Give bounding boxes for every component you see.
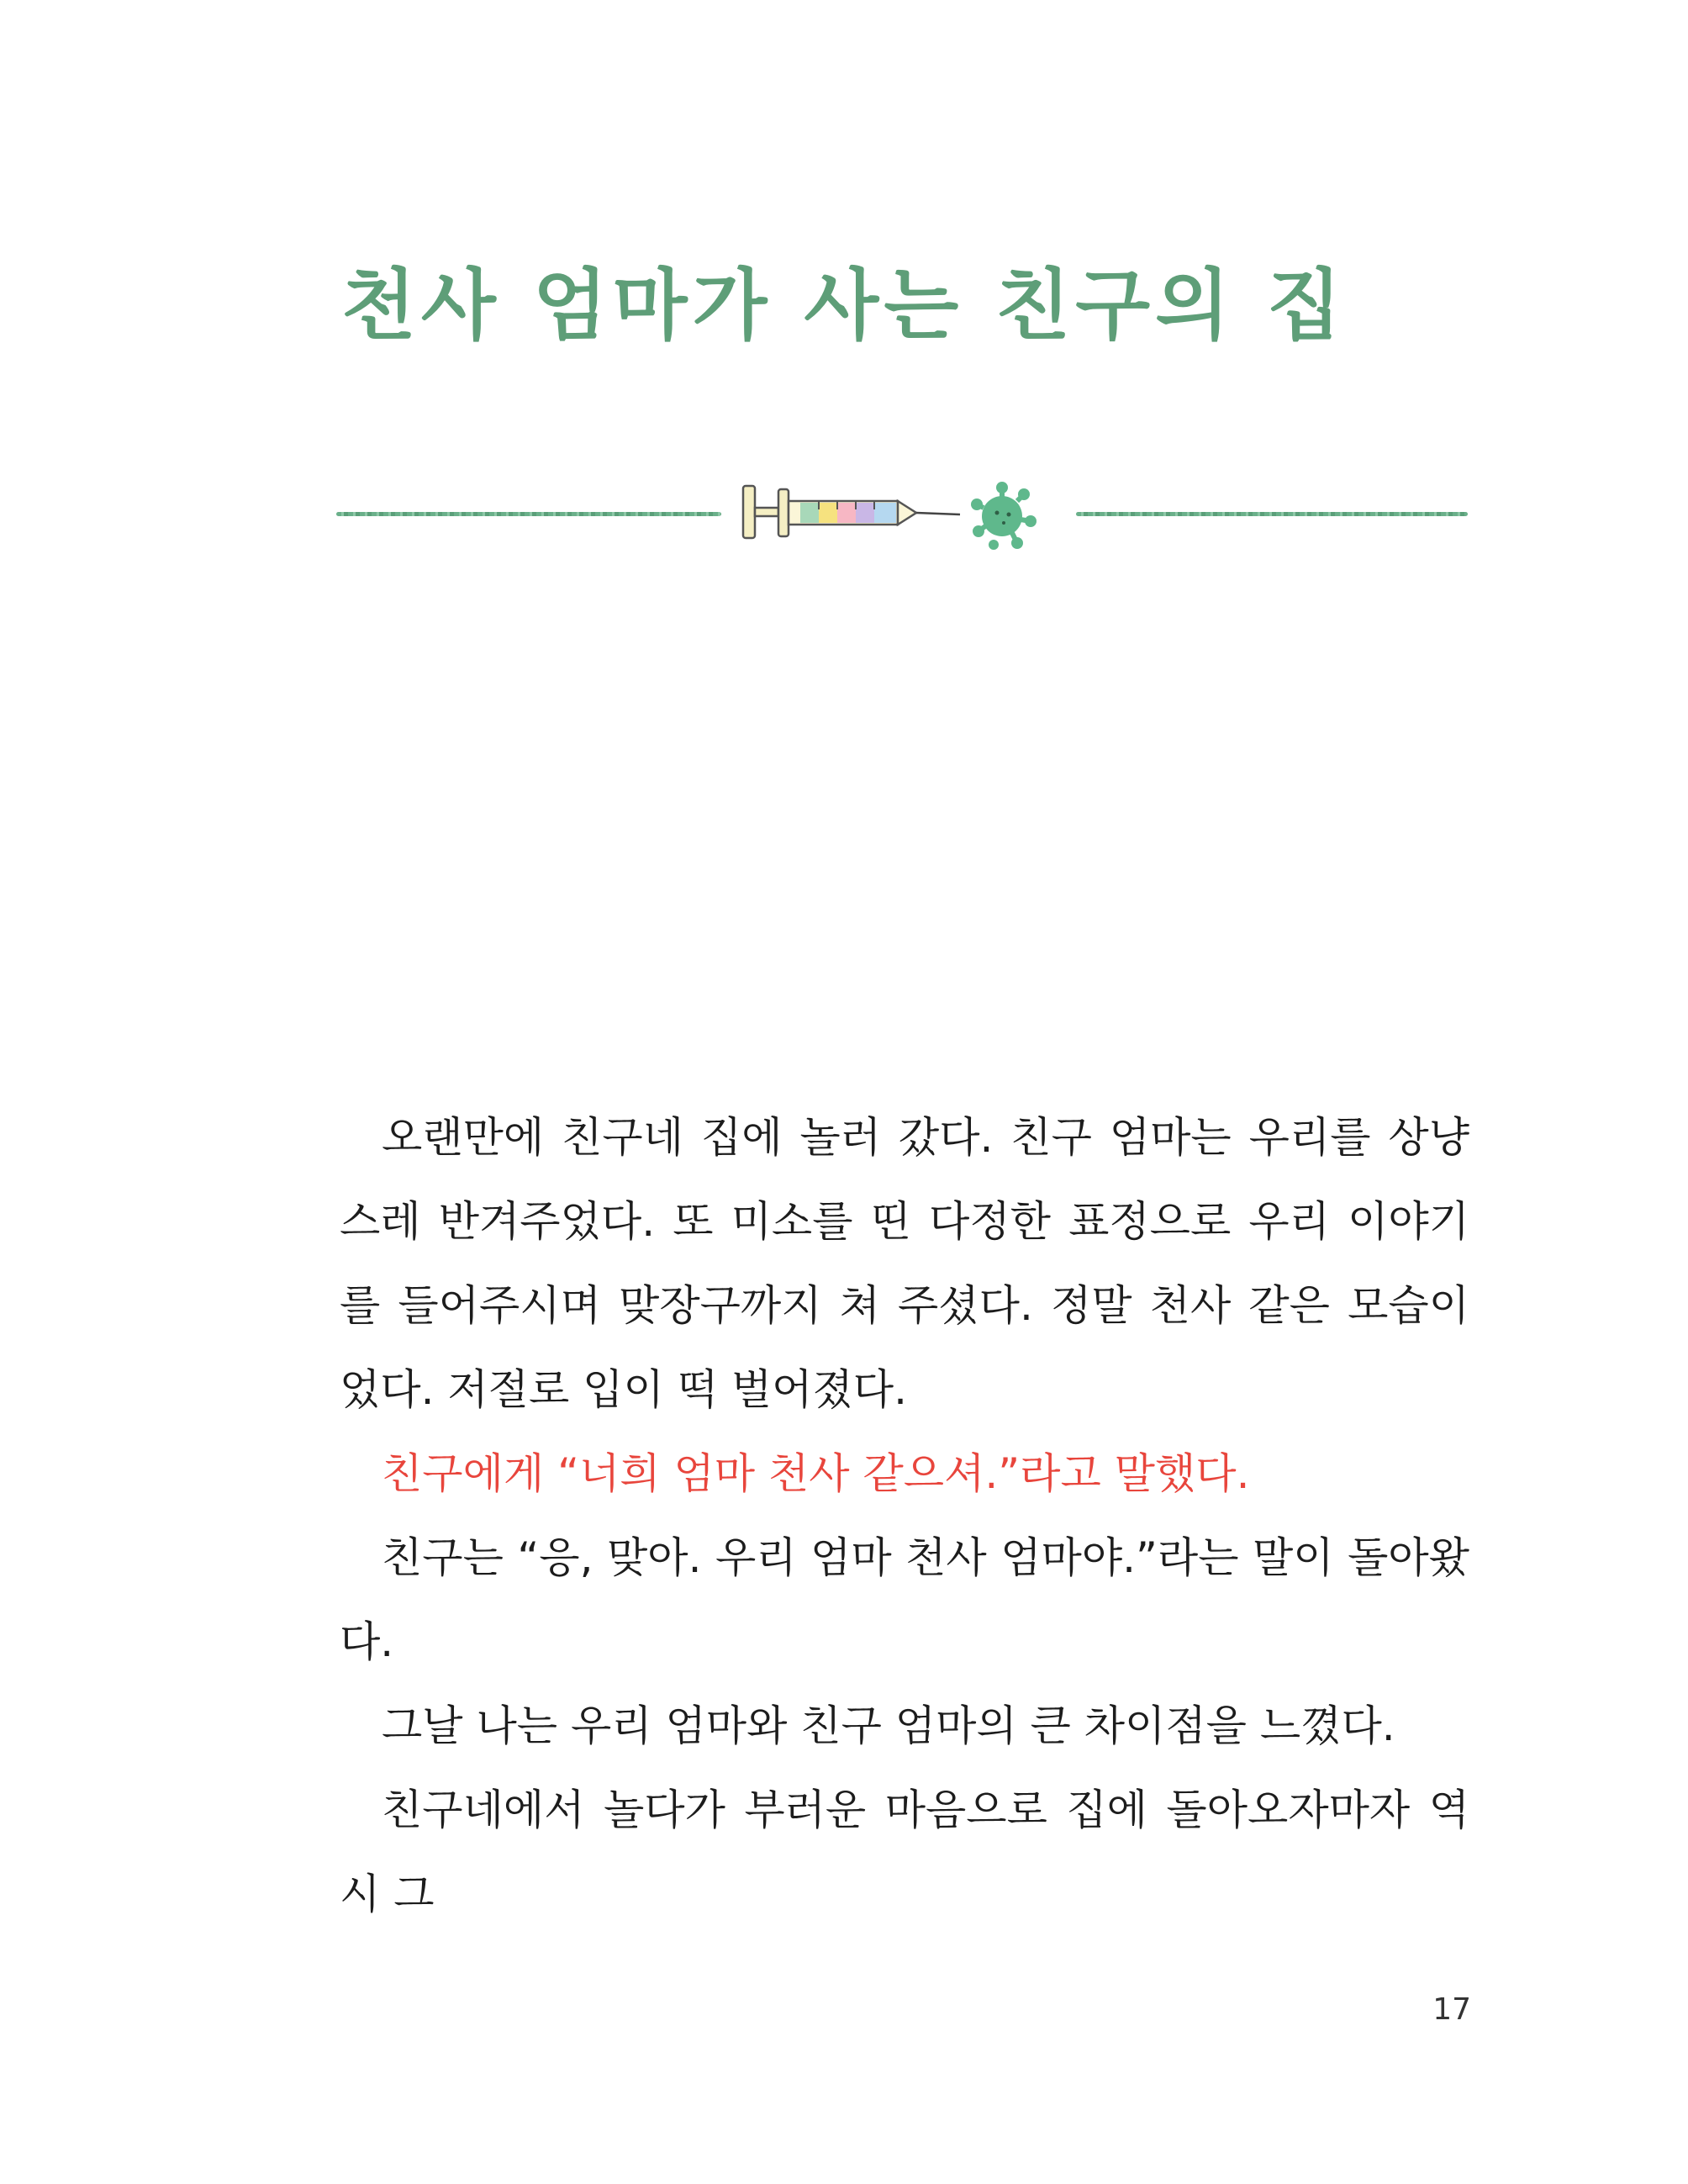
paragraph: 친구는 “응, 맞아. 우리 엄마 천사 엄마야.”라는 말이 돌아왔다. xyxy=(340,1533,1469,1666)
paragraph: 친구네에서 놀다가 부러운 마음으로 집에 돌아오자마자 역시 그 xyxy=(340,1786,1469,1918)
virus-icon xyxy=(971,482,1037,550)
body-text xyxy=(340,1095,1469,1936)
paragraph: 오랜만에 친구네 집에 놀러 갔다. 친구 엄마는 우리를 상냥스레 반겨주었다. 또 미소를 띤 다정한 표정으로 우리 이야기를 들어주시며 맞장구까지 쳐 주셨다. 정말 천사 같은 모습이었다. 저절로 입이 떡 벌어졌다. xyxy=(340,1113,1469,1414)
page-number: 17 xyxy=(1432,1992,1471,2027)
divider-line-left xyxy=(336,512,721,516)
paragraph: 그날 나는 우리 엄마와 친구 엄마의 큰 차이점을 느꼈다. xyxy=(382,1701,1395,1750)
page-title: 천사 엄마가 사는 친구의 집 xyxy=(341,261,1347,351)
divider-line-right xyxy=(1076,512,1468,516)
paragraph-highlight: 친구에게 “너희 엄마 천사 같으셔.”라고 말했다. xyxy=(382,1449,1250,1498)
syringe-icon xyxy=(743,486,960,538)
syringe-virus-illustration xyxy=(740,471,1068,563)
